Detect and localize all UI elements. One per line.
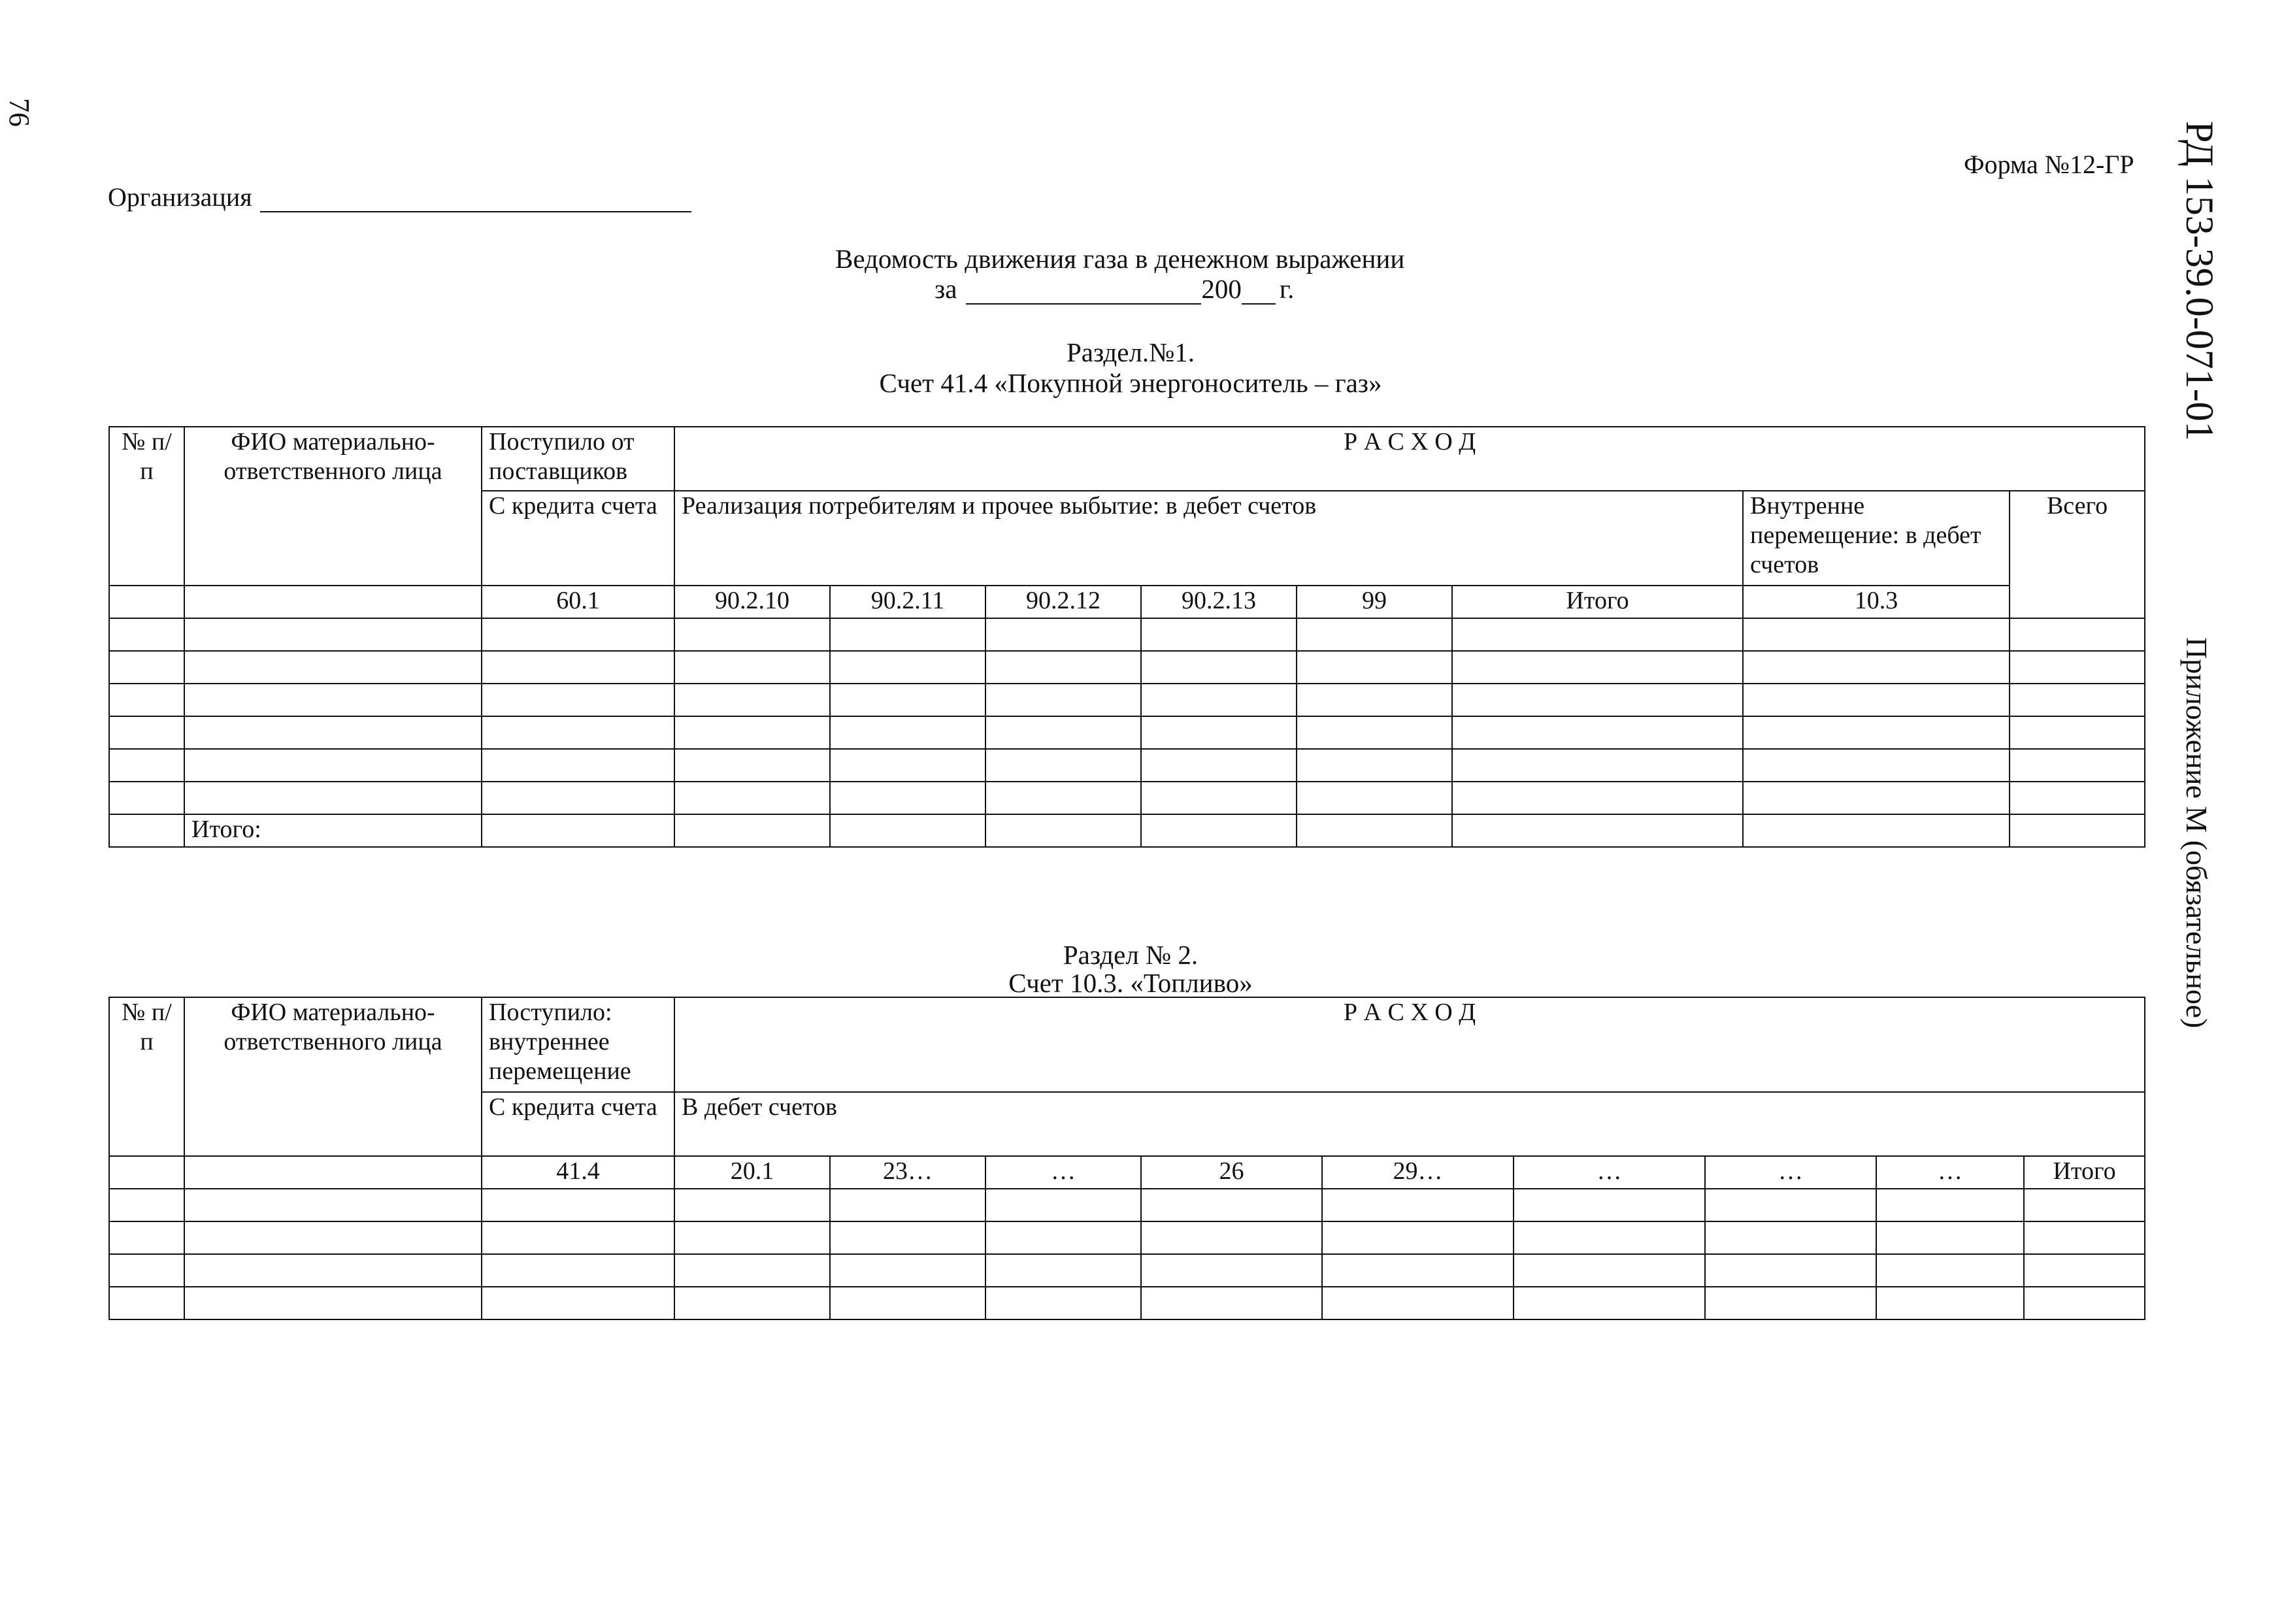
col-received-header: Поступило от поставщиков <box>482 427 674 491</box>
table-cell[interactable] <box>1705 1254 1876 1287</box>
table-cell[interactable] <box>2024 1221 2145 1254</box>
table-cell[interactable] <box>1297 716 1452 749</box>
table-cell[interactable] <box>830 684 985 716</box>
table-cell[interactable] <box>985 1254 1141 1287</box>
account-ellipsis: … <box>1514 1156 1705 1189</box>
table-cell[interactable] <box>985 1221 1141 1254</box>
account-60-1: 60.1 <box>482 586 674 618</box>
table-cell[interactable] <box>109 651 184 684</box>
debit-header: В дебет счетов <box>674 1092 2145 1156</box>
table-cell[interactable] <box>184 684 482 716</box>
section1-table <box>108 426 2145 848</box>
table-cell[interactable] <box>1322 1287 1514 1319</box>
table-cell[interactable] <box>109 814 184 847</box>
table-row <box>109 1189 2145 1221</box>
account-total: Итого <box>2024 1156 2145 1189</box>
account-90-2-10: 90.2.10 <box>674 586 830 618</box>
total-all-header: Всего <box>2010 491 2145 618</box>
table-cell[interactable] <box>109 782 184 814</box>
table-cell[interactable] <box>482 749 674 782</box>
table-cell[interactable] <box>2010 749 2145 782</box>
table-cell[interactable] <box>1452 618 1743 651</box>
table-cell[interactable] <box>830 1189 985 1221</box>
table-cell[interactable] <box>674 651 830 684</box>
appendix-label: Приложение М (обязательное) <box>2180 637 2213 1029</box>
table-cell[interactable] <box>1705 1287 1876 1319</box>
table-cell[interactable] <box>2010 651 2145 684</box>
table-row <box>109 618 2145 651</box>
internal-transfer-header: Внутренне перемещение: в дебет счетов <box>1743 491 2010 586</box>
col-received-header: Поступило: внутреннее перемещение <box>482 997 674 1092</box>
col-fio-header: ФИО материально-ответственного лица <box>184 427 482 586</box>
account-10-3: 10.3 <box>1743 586 2010 618</box>
table-cell[interactable] <box>674 618 830 651</box>
table-cell[interactable] <box>830 1254 985 1287</box>
table-cell[interactable] <box>109 586 184 618</box>
table-cell[interactable] <box>1876 1254 2024 1287</box>
table-cell[interactable] <box>674 684 830 716</box>
period-prefix: за <box>935 274 957 304</box>
section2-account: Счет 10.3. «Топливо» <box>1008 968 1253 998</box>
table-cell[interactable] <box>1141 618 1297 651</box>
table-cell[interactable] <box>184 782 482 814</box>
period-line <box>935 273 1294 305</box>
table-cell[interactable] <box>830 1221 985 1254</box>
table-cell[interactable] <box>1514 1287 1705 1319</box>
table-cell[interactable] <box>1452 684 1743 716</box>
table-cell[interactable] <box>482 716 674 749</box>
table-cell[interactable] <box>1141 651 1297 684</box>
table-cell[interactable] <box>1452 814 1743 847</box>
table-cell[interactable] <box>1322 1189 1514 1221</box>
table-cell[interactable] <box>482 1221 674 1254</box>
table-cell[interactable] <box>1141 1254 1322 1287</box>
account-41-4: 41.4 <box>482 1156 674 1189</box>
table-row <box>109 749 2145 782</box>
table-cell[interactable] <box>674 1254 830 1287</box>
table-cell[interactable] <box>830 782 985 814</box>
table-cell[interactable] <box>1452 716 1743 749</box>
table-cell[interactable] <box>2010 782 2145 814</box>
table-cell[interactable] <box>985 716 1141 749</box>
table-cell[interactable] <box>184 618 482 651</box>
account-20-1: 20.1 <box>674 1156 830 1189</box>
table-cell[interactable] <box>1743 814 2010 847</box>
table-cell[interactable] <box>674 814 830 847</box>
account-99: 99 <box>1297 586 1452 618</box>
document-title: Ведомость движения газа в денежном выражении <box>835 244 1405 274</box>
table-cell[interactable] <box>1297 618 1452 651</box>
table-cell[interactable] <box>1514 1189 1705 1221</box>
totals-row <box>109 814 2145 847</box>
table-cell[interactable] <box>482 684 674 716</box>
table-cell[interactable] <box>2010 814 2145 847</box>
table-cell[interactable] <box>1876 1287 2024 1319</box>
table-cell[interactable] <box>109 618 184 651</box>
account-26: 26 <box>1141 1156 1322 1189</box>
account-ellipsis: … <box>1705 1156 1876 1189</box>
table-cell[interactable] <box>1141 716 1297 749</box>
table-cell[interactable] <box>985 749 1141 782</box>
table-cell[interactable] <box>1141 1221 1322 1254</box>
table-row <box>109 1254 2145 1287</box>
table-cell[interactable] <box>184 651 482 684</box>
period-year: 200 <box>1201 274 1242 304</box>
table-row <box>109 782 2145 814</box>
col-number-header: № п/п <box>109 997 184 1156</box>
table-cell[interactable] <box>830 651 985 684</box>
table-cell[interactable] <box>1297 684 1452 716</box>
realization-header: Реализация потребителям и прочее выбытие: в дебет счетов <box>674 491 1743 586</box>
col-credit-header: С кредита счета <box>482 491 674 586</box>
table-cell[interactable] <box>109 1156 184 1189</box>
table-cell[interactable] <box>1514 1254 1705 1287</box>
table-cell[interactable] <box>109 1287 184 1319</box>
account-ellipsis: … <box>1876 1156 2024 1189</box>
table-cell[interactable] <box>482 814 674 847</box>
table-cell[interactable] <box>482 782 674 814</box>
table-cell[interactable] <box>2010 618 2145 651</box>
table-cell[interactable] <box>1297 651 1452 684</box>
table-cell[interactable] <box>1743 716 2010 749</box>
table-cell[interactable] <box>109 1189 184 1221</box>
account-90-2-13: 90.2.13 <box>1141 586 1297 618</box>
table-cell[interactable] <box>2024 1254 2145 1287</box>
table-cell[interactable] <box>1743 618 2010 651</box>
table-cell[interactable] <box>109 716 184 749</box>
table-cell[interactable] <box>109 1254 184 1287</box>
table-row <box>109 1287 2145 1319</box>
period-field[interactable] <box>966 278 1201 305</box>
table-cell[interactable] <box>184 1287 482 1319</box>
table-cell[interactable] <box>482 618 674 651</box>
table-cell[interactable] <box>109 684 184 716</box>
col-number-header: № п/п <box>109 427 184 586</box>
period-suffix: г. <box>1279 274 1295 304</box>
table-cell[interactable] <box>109 1221 184 1254</box>
table-cell[interactable] <box>184 749 482 782</box>
table-cell[interactable] <box>985 814 1141 847</box>
table-cell[interactable] <box>985 618 1141 651</box>
page-number: 76 <box>3 98 35 127</box>
table-cell[interactable] <box>830 618 985 651</box>
table-cell[interactable] <box>1514 1221 1705 1254</box>
table-cell[interactable] <box>184 1189 482 1221</box>
table-cell[interactable] <box>1141 782 1297 814</box>
table-cell[interactable] <box>184 1156 482 1189</box>
table-cell[interactable] <box>674 749 830 782</box>
table-cell[interactable] <box>482 651 674 684</box>
table-cell[interactable] <box>674 1189 830 1221</box>
table-row <box>109 684 2145 716</box>
account-29: 29… <box>1322 1156 1514 1189</box>
section1-heading: Раздел.№1. <box>1066 337 1195 367</box>
section2-table <box>108 997 2145 1320</box>
table-cell[interactable] <box>674 1287 830 1319</box>
table-cell[interactable] <box>2024 1287 2145 1319</box>
table-cell[interactable] <box>830 814 985 847</box>
table-cell[interactable] <box>109 749 184 782</box>
table-cell[interactable] <box>1743 749 2010 782</box>
col-fio-header: ФИО материально-ответственного лица <box>184 997 482 1156</box>
table-cell[interactable] <box>1141 749 1297 782</box>
table-cell[interactable] <box>674 782 830 814</box>
table-cell[interactable] <box>2024 1189 2145 1221</box>
table-cell[interactable] <box>1297 782 1452 814</box>
table-cell[interactable] <box>482 1254 674 1287</box>
table-cell[interactable] <box>830 716 985 749</box>
table-cell[interactable] <box>1141 1287 1322 1319</box>
table-cell[interactable] <box>985 651 1141 684</box>
col-credit-header: С кредита счета <box>482 1092 674 1156</box>
table-cell[interactable] <box>2010 716 2145 749</box>
organization-label: Организация <box>108 182 252 212</box>
table-cell[interactable] <box>1297 814 1452 847</box>
table-cell[interactable] <box>1141 814 1297 847</box>
table-cell[interactable] <box>482 1189 674 1221</box>
account-90-2-12: 90.2.12 <box>985 586 1141 618</box>
table-row <box>109 651 2145 684</box>
table-cell[interactable] <box>985 1189 1141 1221</box>
table-cell[interactable] <box>830 1287 985 1319</box>
table-cell[interactable] <box>184 586 482 618</box>
table-cell[interactable] <box>1743 782 2010 814</box>
table-cell[interactable] <box>1876 1221 2024 1254</box>
table-cell[interactable] <box>184 1254 482 1287</box>
account-ellipsis: … <box>985 1156 1141 1189</box>
table-cell[interactable] <box>674 716 830 749</box>
section2-heading: Раздел № 2. <box>1063 940 1199 970</box>
account-total: Итого <box>1452 586 1743 618</box>
totals-label: Итого: <box>184 814 482 847</box>
table-cell[interactable] <box>985 1287 1141 1319</box>
section1-account: Счет 41.4 «Покупной энергоноситель – газ» <box>879 368 1382 398</box>
table-cell[interactable] <box>985 684 1141 716</box>
table-cell[interactable] <box>1452 749 1743 782</box>
table-cell[interactable] <box>985 782 1141 814</box>
account-90-2-11: 90.2.11 <box>830 586 985 618</box>
year-field[interactable] <box>1242 278 1276 305</box>
account-23: 23… <box>830 1156 985 1189</box>
table-cell[interactable] <box>2010 684 2145 716</box>
document-code: РД 153-39.0-071-01 <box>2178 121 2221 441</box>
expense-header: Р А С Х О Д <box>674 427 2145 491</box>
organization-field[interactable] <box>260 185 691 212</box>
table-row <box>109 716 2145 749</box>
table-cell[interactable] <box>1141 684 1297 716</box>
table-cell[interactable] <box>1452 651 1743 684</box>
table-cell[interactable] <box>1743 651 2010 684</box>
organization-row <box>108 182 691 212</box>
table-cell[interactable] <box>1876 1189 2024 1221</box>
table-cell[interactable] <box>674 1221 830 1254</box>
expense-header: Р А С Х О Д <box>674 997 2145 1092</box>
table-cell[interactable] <box>184 1221 482 1254</box>
table-cell[interactable] <box>184 716 482 749</box>
table-cell[interactable] <box>1452 782 1743 814</box>
table-row <box>109 1221 2145 1254</box>
table-cell[interactable] <box>1705 1189 1876 1221</box>
table-cell[interactable] <box>1705 1221 1876 1254</box>
table-cell[interactable] <box>1322 1221 1514 1254</box>
table-cell[interactable] <box>830 749 985 782</box>
table-cell[interactable] <box>1322 1254 1514 1287</box>
table-cell[interactable] <box>1141 1189 1322 1221</box>
table-cell[interactable] <box>1297 749 1452 782</box>
table-cell[interactable] <box>1743 684 2010 716</box>
table-cell[interactable] <box>482 1287 674 1319</box>
form-number: Форма №12-ГР <box>1964 150 2134 179</box>
